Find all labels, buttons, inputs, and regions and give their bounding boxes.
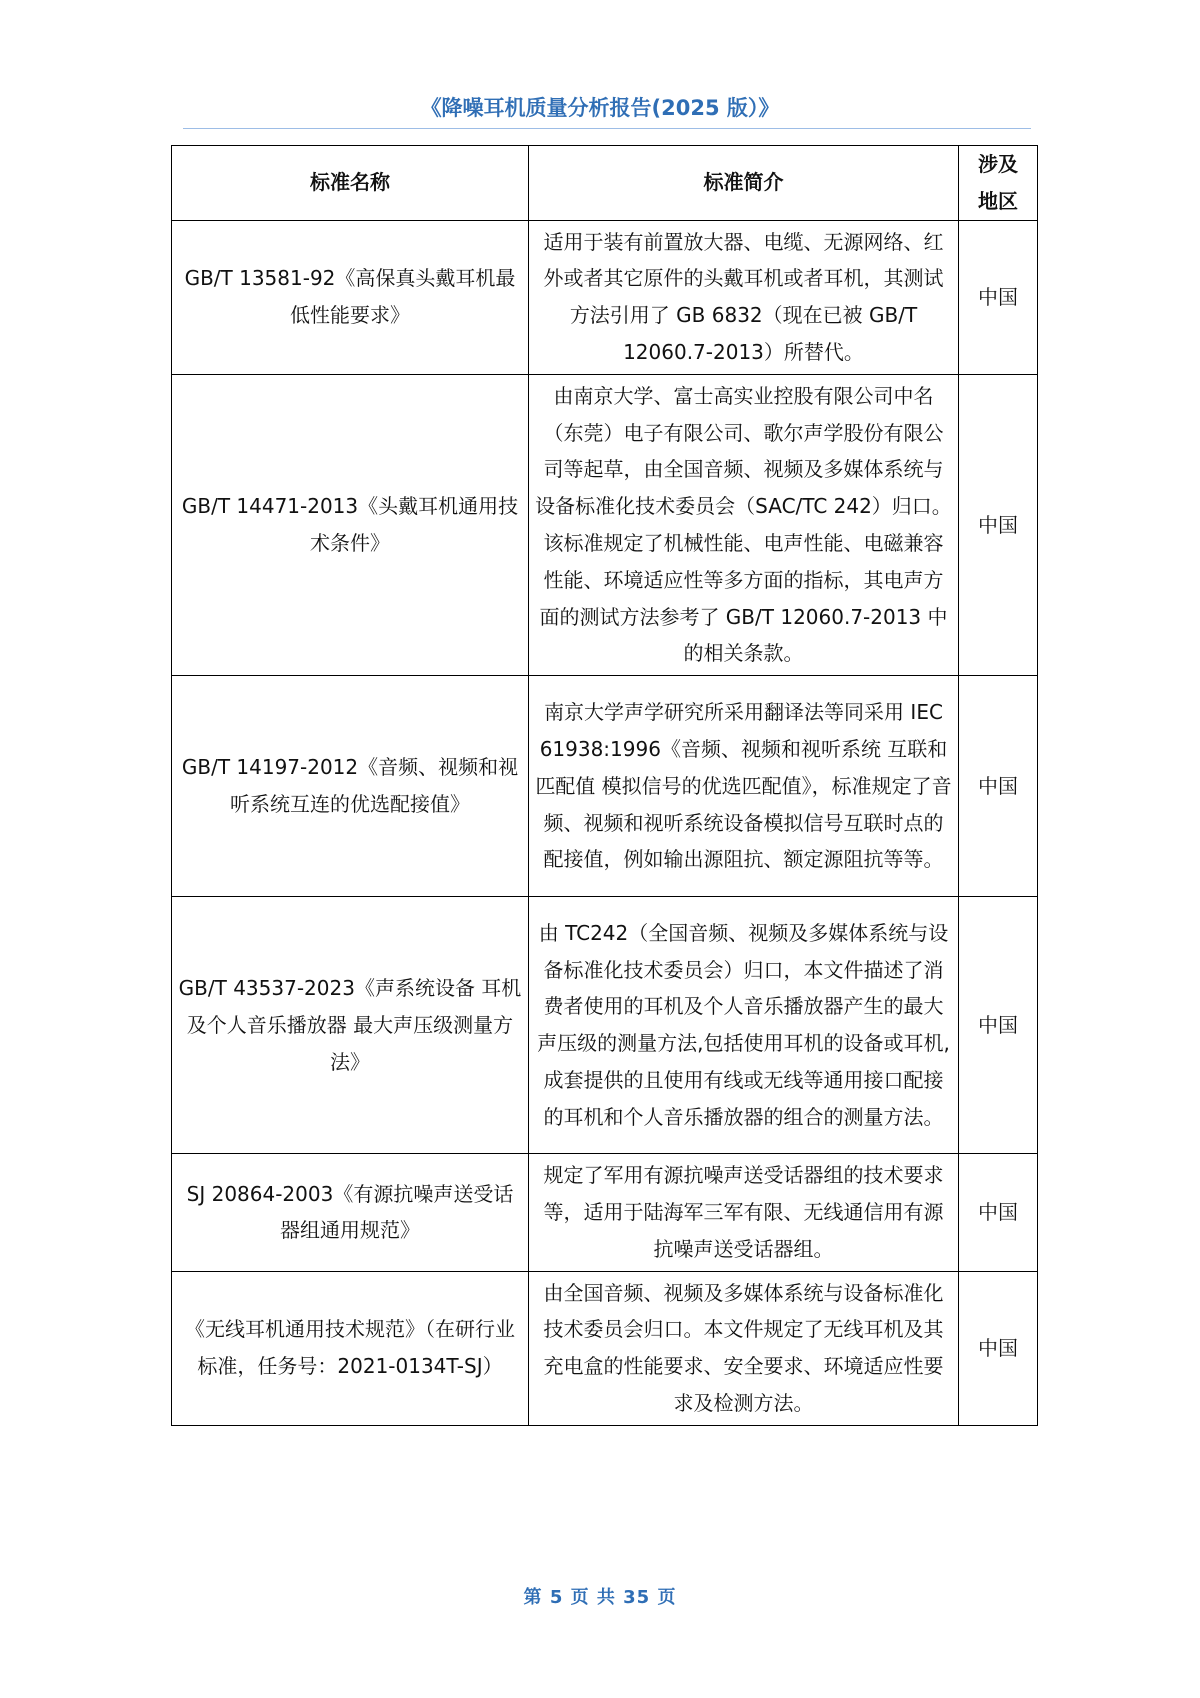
standard-desc-cell: 由全国音频、视频及多媒体系统与设备标准化技术委员会归口。本文件规定了无线耳机及其充电盒的性能要求、安全要求、环境适应性要求及检测方法。 (529, 1271, 959, 1425)
table-header-row (172, 146, 1038, 221)
standard-desc-cell: 规定了军用有源抗噪声送受话器组的技术要求等，适用于陆海军三军有限、无线通信用有源抗噪声送受话器组。 (529, 1154, 959, 1271)
header-divider (183, 128, 1031, 129)
page-number: 第 5 页 共 35 页 (523, 1587, 677, 1608)
header-standard-summary: 标准简介 (529, 146, 959, 221)
table-row (172, 676, 1038, 897)
standard-name-cell: 《无线耳机通用技术规范》（在研行业标准，任务号：2021-0134T-SJ） (172, 1271, 529, 1425)
header-region: 涉及地区 (959, 146, 1038, 221)
document-header-title: 《降噪耳机质量分析报告(2025 版）》 (420, 96, 780, 120)
standard-name-cell: GB/T 14471-2013《头戴耳机通用技术条件》 (172, 374, 529, 675)
table-row (172, 374, 1038, 675)
header-standard-name: 标准名称 (172, 146, 529, 221)
standard-desc-cell: 由 TC242（全国音频、视频及多媒体系统与设备标准化技术委员会）归口，本文件描述了消费者使用的耳机及个人音乐播放器产生的最大声压级的测量方法,包括使用耳机的设备或耳机,成套提供的且使用有线或无线等通用接口配接的耳机和个人音乐播放器的组合的测量方法。 (529, 897, 959, 1154)
standard-name-cell: GB/T 43537-2023《声系统设备 耳机及个人音乐播放器 最大声压级测量方法》 (172, 897, 529, 1154)
table-row (172, 220, 1038, 374)
region-cell: 中国 (959, 1271, 1038, 1425)
table-row (172, 897, 1038, 1154)
region-cell: 中国 (959, 676, 1038, 897)
standard-name-cell: GB/T 14197-2012《音频、视频和视听系统互连的优选配接值》 (172, 676, 529, 897)
standard-desc-cell: 由南京大学、富士高实业控股有限公司中名（东莞）电子有限公司、歌尔声学股份有限公司等起草，由全国音频、视频及多媒体系统与设备标准化技术委员会（SAC/TC 242）归口。该标准规定了机械性能、电声性能、电磁兼容性能、环境适应性等多方面的指标，其电声方面的测试方法参考了 GB/T 12060.7-2013 中的相关条款。 (529, 374, 959, 675)
standard-name-cell: GB/T 13581-92《高保真头戴耳机最低性能要求》 (172, 220, 529, 374)
standard-desc-cell: 南京大学声学研究所采用翻译法等同采用 IEC 61938:1996《音频、视频和视听系统 互联和匹配值 模拟信号的优选匹配值》，标准规定了音频、视频和视听系统设备模拟信号互联时点的配接值，例如输出源阻抗、额定源阻抗等等。 (529, 676, 959, 897)
table-row (172, 1154, 1038, 1271)
region-cell: 中国 (959, 220, 1038, 374)
table-row (172, 1271, 1038, 1425)
region-cell: 中国 (959, 374, 1038, 675)
standards-table (171, 145, 1038, 1426)
standard-name-cell: SJ 20864-2003《有源抗噪声送受话器组通用规范》 (172, 1154, 529, 1271)
standard-desc-cell: 适用于装有前置放大器、电缆、无源网络、红外或者其它原件的头戴耳机或者耳机，其测试方法引用了 GB 6832（现在已被 GB/T 12060.7-2013）所替代。 (529, 220, 959, 374)
region-cell: 中国 (959, 1154, 1038, 1271)
region-cell: 中国 (959, 897, 1038, 1154)
